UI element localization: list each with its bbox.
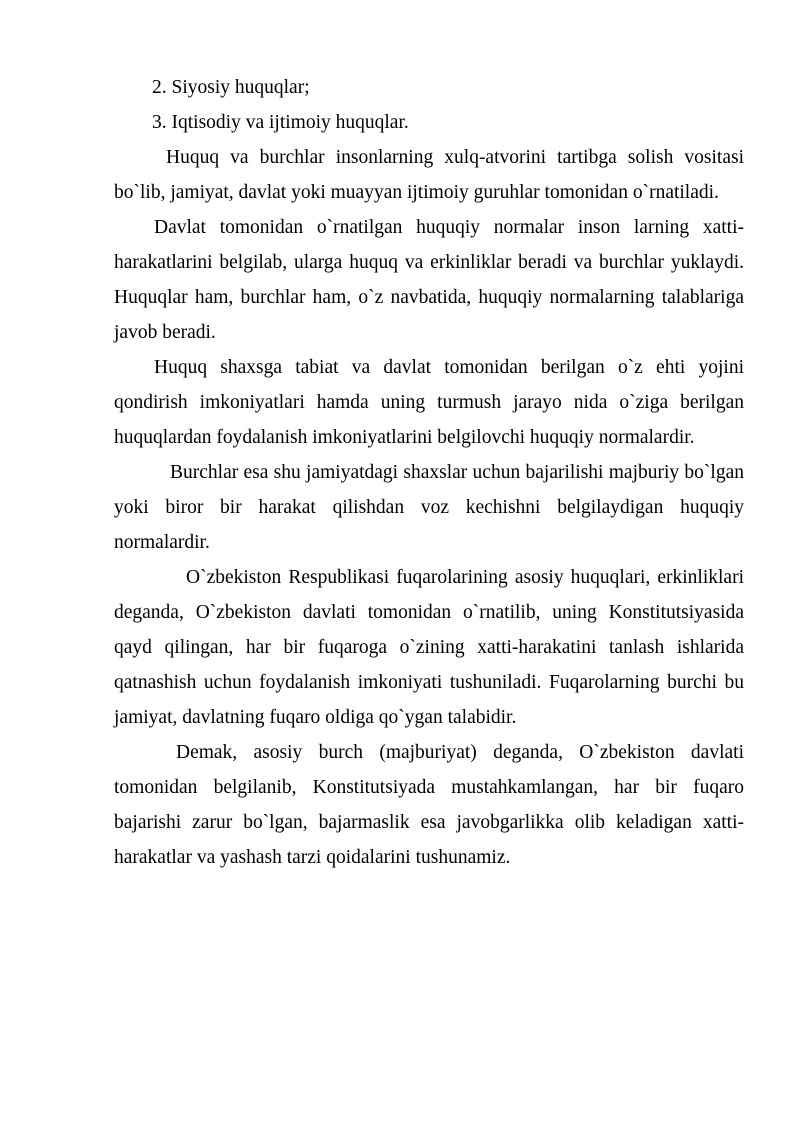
paragraph-duty-definition: Burchlar esa shu jamiyatdagi shaxslar uchun bajarilishi majburiy bo`lgan yoki biror bir harakat qilishdan voz kechishni belgilaydigan huquqiy normalardir.	[114, 462, 744, 553]
paragraph-right-definition: Huquq shaxsga tabiat va davlat tomonidan berilgan o`z ehti yojini qondirish imkoniyatlari hamda uning turmush jarayo nida o`ziga berilgan huquqlardan foydalanish imkoniyatlarini belgilovchi huquqiy normalardir.	[114, 357, 744, 448]
paragraph-state-legal-norms: Davlat tomonidan o`rnatilgan huquqiy normalar inson larning xatti-harakatlarini belgilab, ularga huquq va erkinliklar beradi va burchlar yuklaydi. Huquqlar ham, burchlar ham, o`z navbatida, huquqiy normalarning talablariga javob beradi.	[114, 217, 744, 343]
list-item-economic-social-rights: 3. Iqtisodiy va ijtimoiy huquqlar.	[152, 112, 409, 133]
list-item-political-rights: 2. Siyosiy huquqlar;	[152, 77, 310, 98]
paragraph-citizen-rights: O`zbekiston Respublikasi fuqarolarining asosiy huquqlari, erkinliklari deganda, O`zbekiston davlati tomonidan o`rnatilib, uning Konstitutsiyasida qayd qilingan, har bir fuqaroga o`zining xatti-harakatini tanlash ishlarida qatnashish uchun foydalanish imkoniyati tushuniladi. Fuqarolarning burchi bu jamiyat, davlatning fuqaro oldiga qo`ygan talabidir.	[114, 567, 744, 728]
paragraph-basic-duty: Demak, asosiy burch (majburiyat) deganda, O`zbekiston davlati tomonidan belgilanib, Konstitutsiyada mustahkamlangan, har bir fuqaro bajarishi zarur bo`lgan, bajarmaslik esa javobgarlikka olib keladigan xatti-harakatlar va yashash tarzi qoidalarini tushunamiz.	[114, 742, 744, 868]
paragraph-rights-duties-definition: Huquq va burchlar insonlarning xulq-atvorini tartibga solish vositasi bo`lib, jamiyat, davlat yoki muayyan ijtimoiy guruhlar tomonidan o`rnatiladi.	[114, 147, 744, 203]
document-page	[114, 70, 744, 875]
